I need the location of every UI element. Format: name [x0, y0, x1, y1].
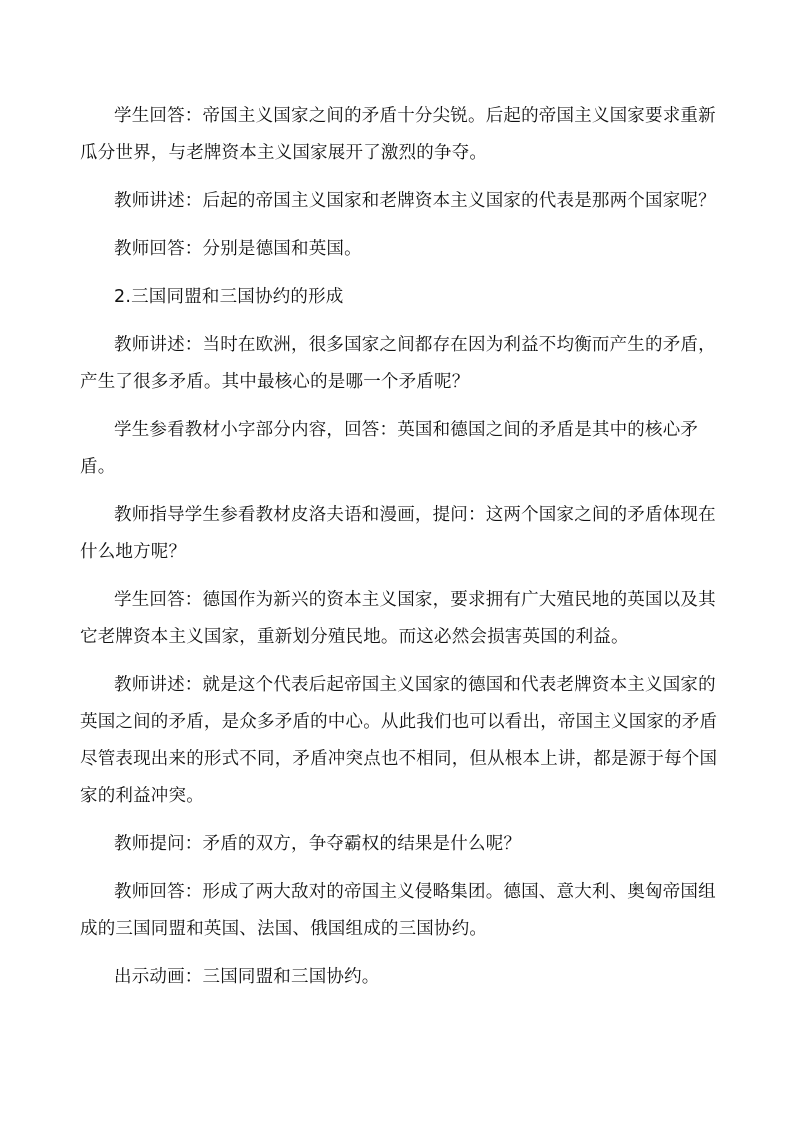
paragraph-student-answer-1: 学生回答：帝国主义国家之间的矛盾十分尖锐。后起的帝国主义国家要求重新瓜分世界，与老牌资本主义国家展开了激烈的争夺。 — [80, 106, 716, 163]
paragraph-student-answer-2: 学生参看教材小字部分内容，回答：英国和德国之间的矛盾是其中的核心矛盾。 — [80, 420, 699, 477]
paragraph-student-answer-3: 学生回答：德国作为新兴的资本主义国家，要求拥有广大殖民地的英国以及其它老牌资本主义国家，重新划分殖民地。而这必然会损害英国的利益。 — [80, 590, 716, 647]
paragraph-teacher-question: 教师提问：矛盾的双方，争夺霸权的结果是什么呢？ — [114, 834, 522, 854]
paragraph-show-animation: 出示动画：三国同盟和三国协约。 — [114, 967, 380, 987]
paragraph-teacher-guidance: 教师指导学生参看教材皮洛夫语和漫画，提问：这两个国家之间的矛盾体现在什么地方呢？ — [80, 505, 716, 562]
paragraph-teacher-answer-2: 教师回答：形成了两大敌对的帝国主义侵略集团。德国、意大利、奥匈帝国组成的三国同盟和英国、法国、俄国组成的三国协约。 — [80, 882, 716, 939]
paragraph-teacher-answer-1: 教师回答：分别是德国和英国。 — [114, 239, 362, 259]
paragraph-teacher-narration-2: 教师讲述：当时在欧洲，很多国家之间都存在因为利益不均衡而产生的矛盾，产生了很多矛盾。其中最核心的是哪一个矛盾呢？ — [80, 335, 716, 392]
document-body — [80, 98, 730, 1007]
section-heading: 2.三国同盟和三国协约的形成 — [114, 287, 344, 307]
paragraph-teacher-narration-3: 教师讲述：就是这个代表后起帝国主义国家的德国和代表老牌资本主义国家的英国之间的矛盾，是众多矛盾的中心。从此我们也可以看出，帝国主义国家的矛盾尽管表现出来的形式不同，矛盾冲突点也不相同，但从根本上讲，都是源于每个国家的利益冲突。 — [80, 675, 718, 806]
paragraph-teacher-narration-1: 教师讲述：后起的帝国主义国家和老牌资本主义国家的代表是那两个国家呢？ — [114, 191, 716, 211]
